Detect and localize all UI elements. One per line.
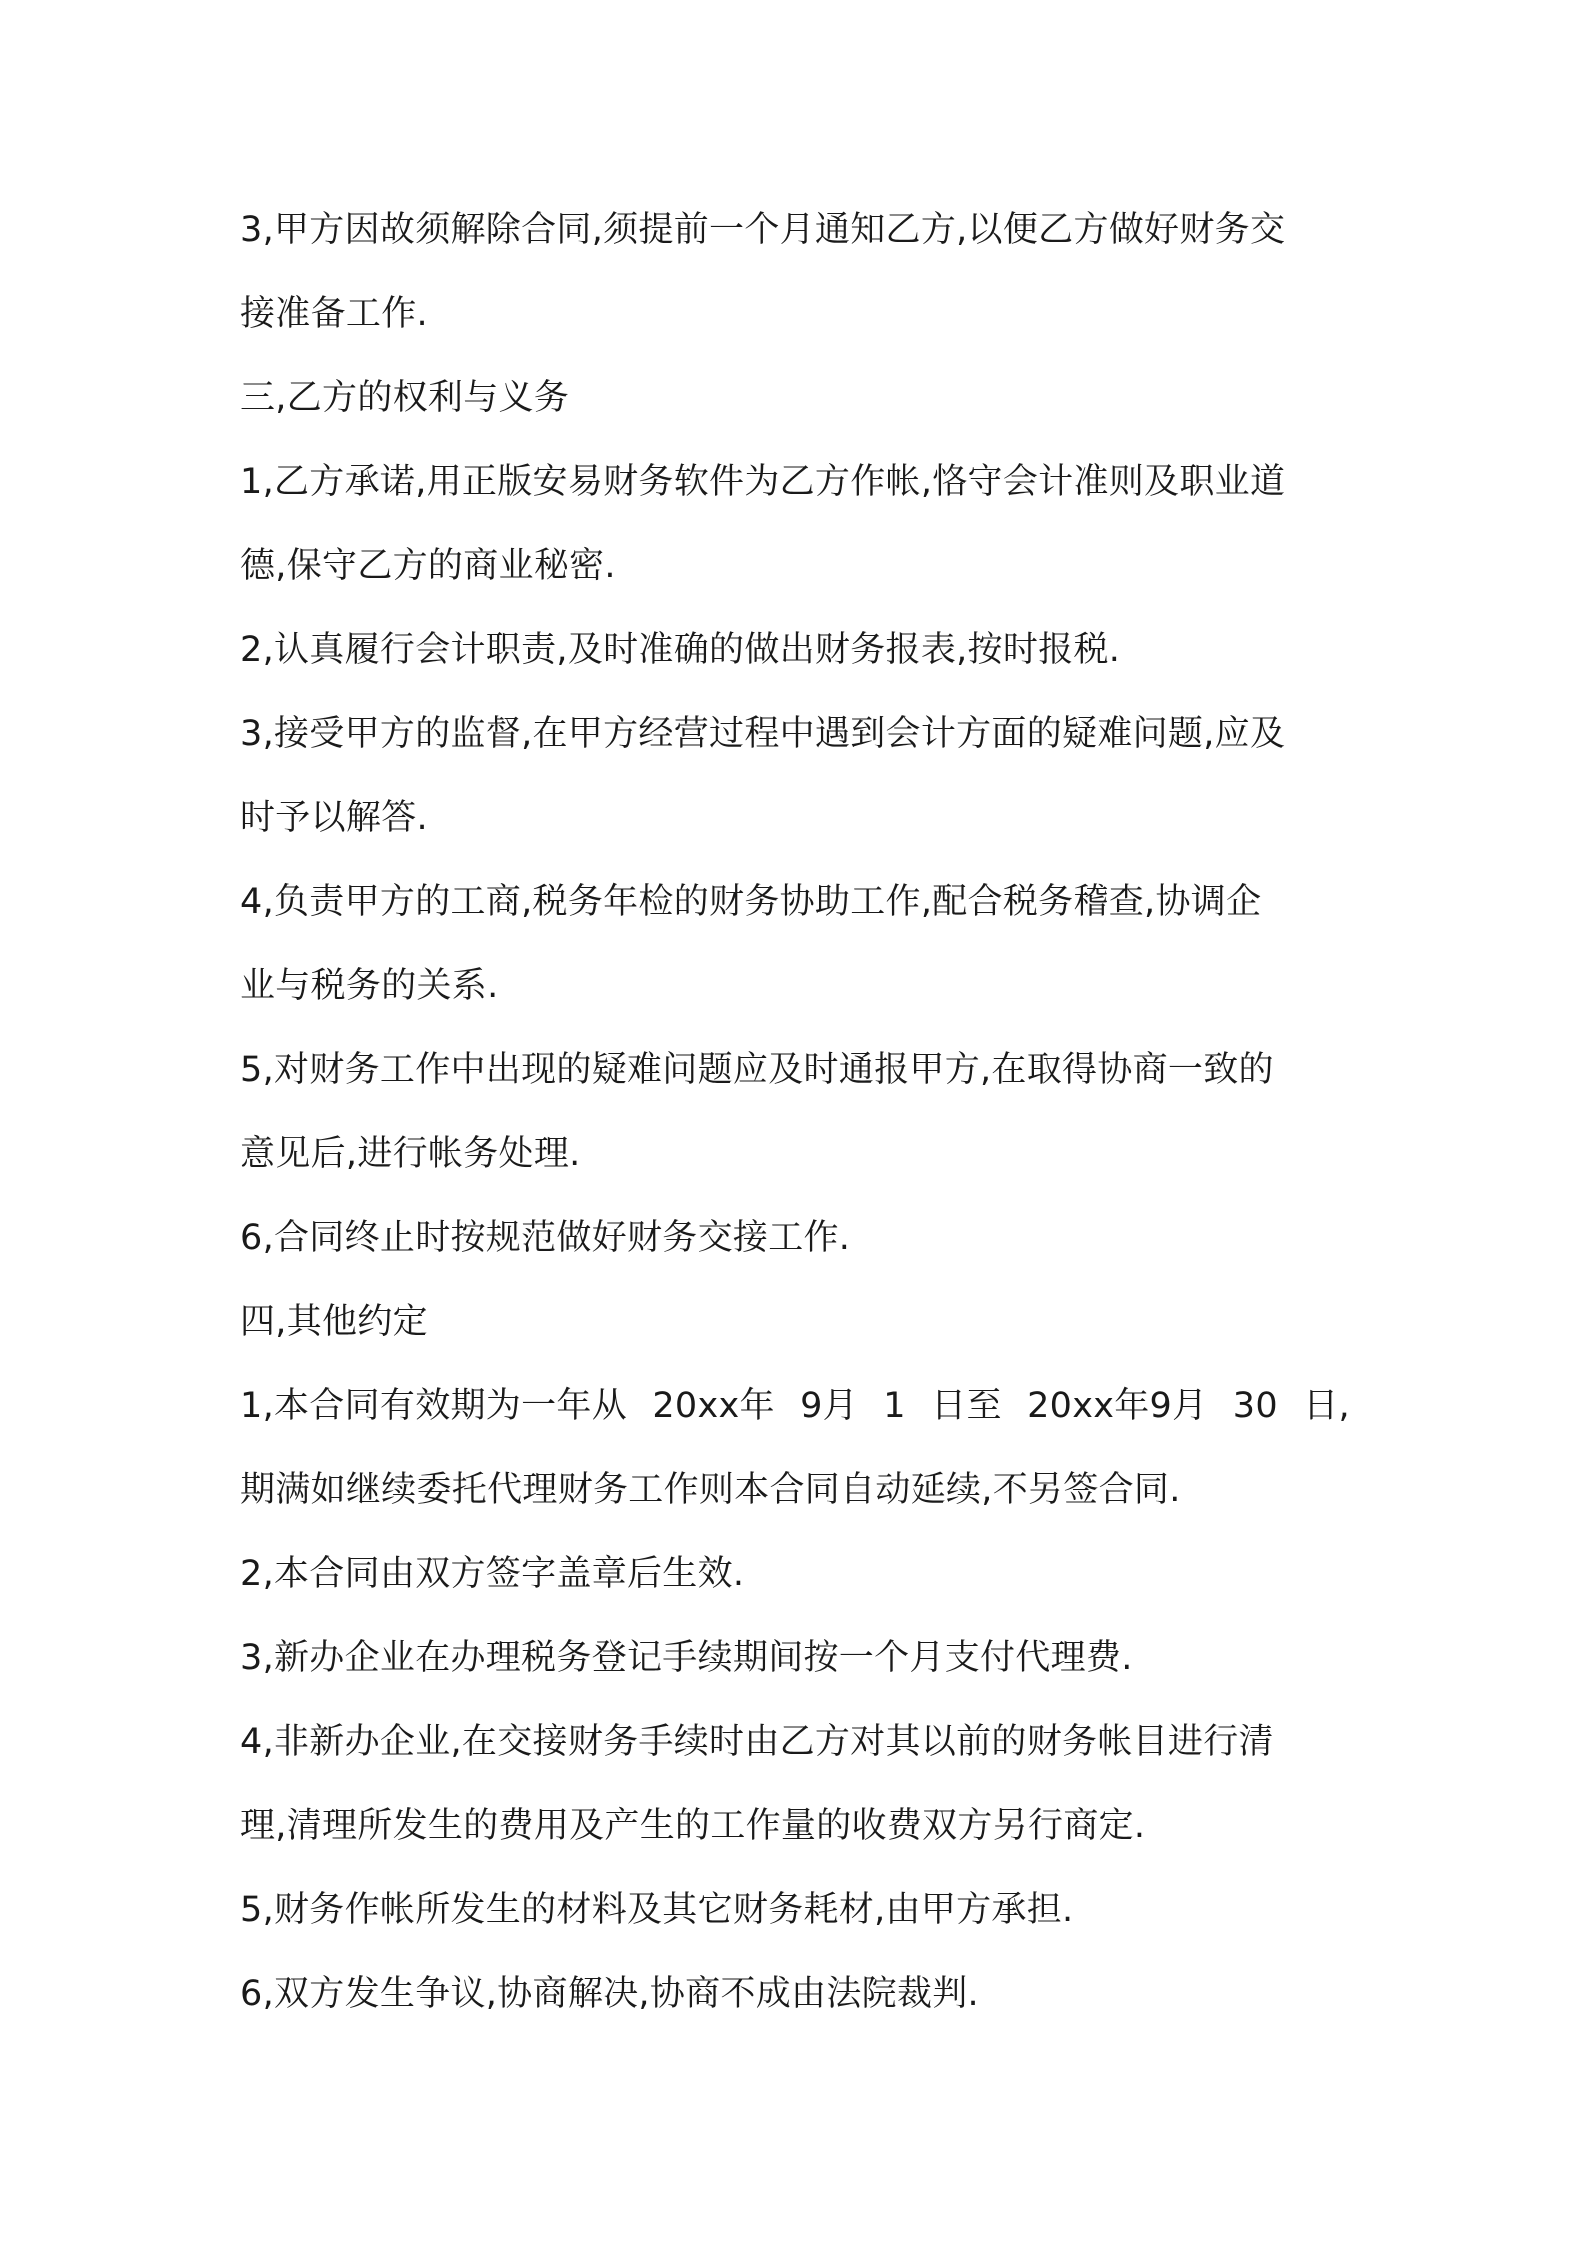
term-part: 20xx年: [652, 1386, 775, 1426]
term-part: 30: [1232, 1386, 1278, 1426]
term-part: 1,本合同有效期为一年从: [240, 1386, 627, 1426]
text-line: 业与税务的关系.: [240, 966, 499, 1006]
text-line: 2,认真履行会计职责,及时准确的做出财务报表,按时报税.: [240, 630, 1121, 670]
text-line: 5,对财务工作中出现的疑难问题应及时通报甲方,在取得协商一致的: [240, 1050, 1274, 1090]
text-line: 3,新办企业在办理税务登记手续期间按一个月支付代理费.: [240, 1638, 1133, 1678]
text-line: 5,财务作帐所发生的材料及其它财务耗材,由甲方承担.: [240, 1890, 1074, 1930]
section-heading: 四,其他约定: [240, 1302, 428, 1342]
text-line: 德,保守乙方的商业秘密.: [240, 546, 616, 586]
text-line: 接准备工作.: [240, 294, 428, 334]
text-line: 期满如继续委托代理财务工作则本合同自动延续,不另签合同.: [240, 1470, 1181, 1510]
text-line: 理,清理所发生的费用及产生的工作量的收费双方另行商定.: [240, 1806, 1146, 1846]
text-line: 4,负责甲方的工商,税务年检的财务协助工作,配合税务稽查,协调企: [240, 882, 1262, 922]
text-line: 2,本合同由双方签字盖章后生效.: [240, 1554, 745, 1594]
text-line: 4,非新办企业,在交接财务手续时由乙方对其以前的财务帐目进行清: [240, 1722, 1274, 1762]
text-line: 意见后,进行帐务处理.: [240, 1134, 581, 1174]
term-part: 9月: [800, 1386, 858, 1426]
text-line: 6,合同终止时按规范做好财务交接工作.: [240, 1218, 851, 1258]
text-line: 时予以解答.: [240, 798, 428, 838]
text-line: 3,甲方因故须解除合同,须提前一个月通知乙方,以便乙方做好财务交: [240, 210, 1286, 250]
section-heading: 三,乙方的权利与义务: [240, 378, 570, 418]
term-part: 日,: [1303, 1386, 1350, 1426]
term-part: 1: [883, 1386, 906, 1426]
text-line: 6,双方发生争议,协商解决,协商不成由法院裁判.: [240, 1974, 979, 2014]
text-line: 1,乙方承诺,用正版安易财务软件为乙方作帐,恪守会计准则及职业道: [240, 462, 1286, 502]
document-body: [240, 198, 1350, 2046]
text-line: 3,接受甲方的监督,在甲方经营过程中遇到会计方面的疑难问题,应及: [240, 714, 1286, 754]
contract-term-line: [240, 1374, 1350, 1458]
term-part: 日至: [931, 1386, 1002, 1426]
term-part: 20xx年9月: [1027, 1386, 1208, 1426]
